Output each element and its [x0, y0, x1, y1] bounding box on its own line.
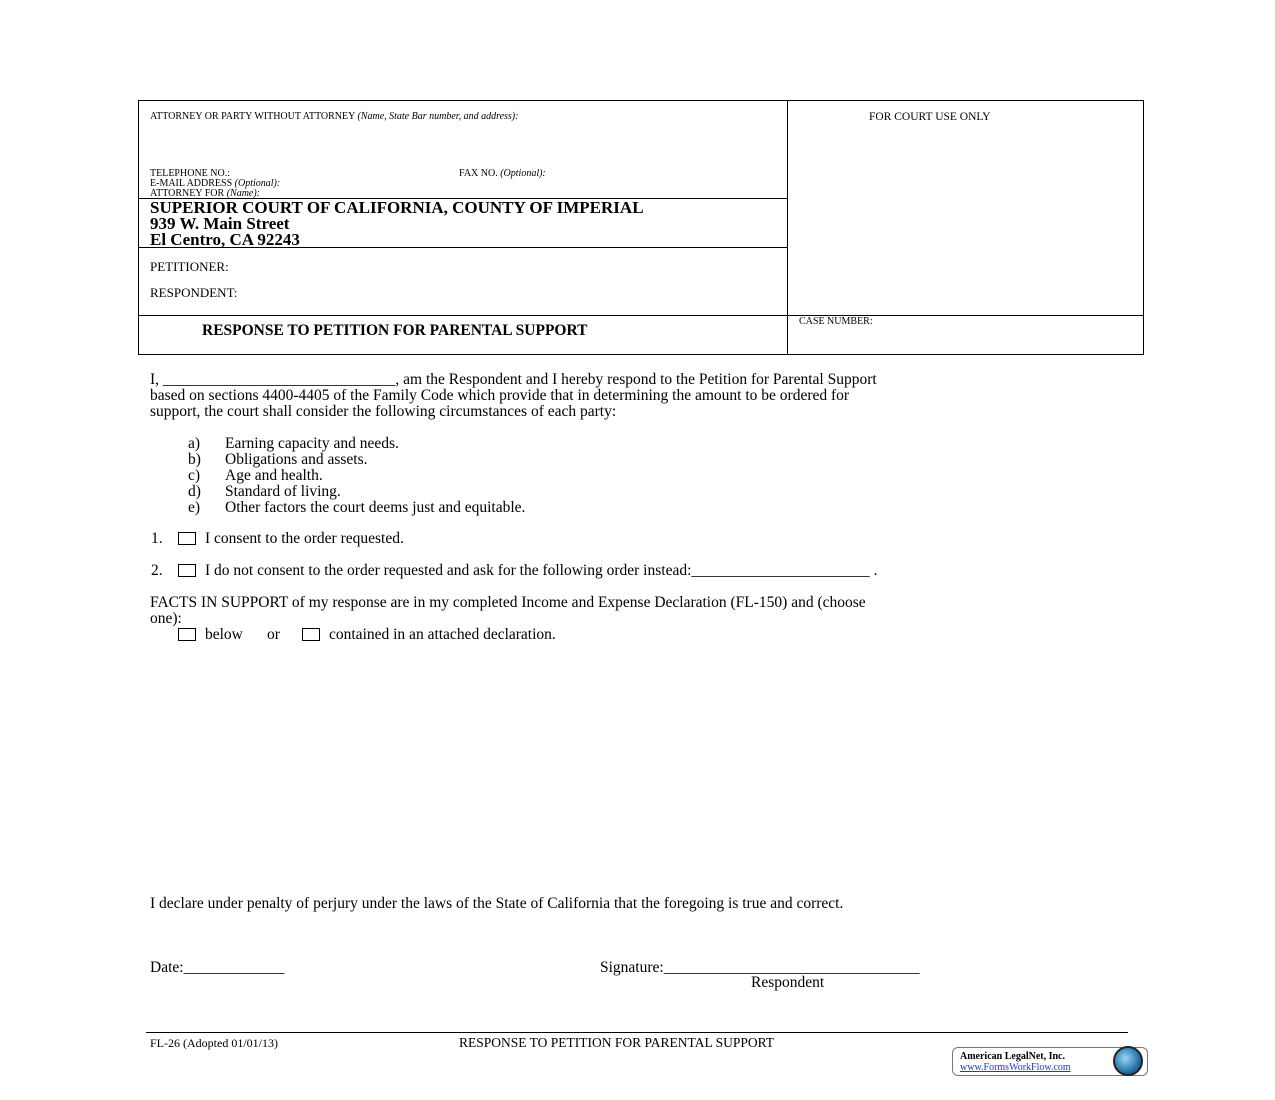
factor-text: Obligations and assets. — [225, 451, 368, 468]
logo-badge — [952, 1047, 1148, 1076]
item-2-number: 2. — [151, 562, 163, 579]
facts-below-checkbox[interactable] — [178, 628, 196, 641]
item-1-number: 1. — [151, 530, 163, 547]
form-id: FL-26 (Adopted 01/01/13) — [150, 1036, 278, 1050]
court-street: 939 W. Main Street — [150, 214, 290, 233]
intro-line-2: based on sections 4400-4405 of the Family Code which provide that in determining the amount to be ordered for — [150, 387, 850, 404]
item-1-text: I consent to the order requested. — [205, 530, 404, 547]
court-name: SUPERIOR COURT OF CALIFORNIA, COUNTY OF IMPERIAL — [150, 198, 644, 217]
declaration-text: I declare under penalty of perjury under the laws of the State of California that the foregoing is true and correct. — [150, 895, 844, 912]
globe-logo-icon — [1113, 1046, 1143, 1076]
factor-letter: c) — [188, 467, 201, 484]
respondent-caption: Respondent — [751, 974, 825, 991]
facts-below-label: below — [205, 626, 243, 643]
respondent-label: RESPONDENT: — [150, 285, 238, 300]
factor-letter: e) — [188, 499, 201, 516]
form-title: RESPONSE TO PETITION FOR PARENTAL SUPPORT — [202, 322, 588, 339]
consent-checkbox[interactable] — [178, 532, 196, 545]
footer-rule — [146, 1032, 1128, 1033]
footer-title: RESPONSE TO PETITION FOR PARENTAL SUPPORT — [459, 1035, 775, 1050]
case-number-label: CASE NUMBER: — [799, 316, 873, 327]
factor-text: Standard of living. — [225, 483, 341, 500]
court-city: El Centro, CA 92243 — [150, 230, 300, 249]
date-field[interactable]: Date:_____________ — [150, 959, 285, 976]
signature-field[interactable]: Signature:_________________________________ — [600, 959, 920, 976]
item-2-text: I do not consent to the order requested and ask for the following order instead:_______________________ . — [205, 562, 878, 579]
facts-attached-label: contained in an attached declaration. — [329, 626, 556, 643]
facts-line-2: one): — [150, 610, 182, 627]
caption-divider-vertical — [787, 100, 788, 355]
factor-letter: a) — [188, 435, 201, 452]
factor-letter: b) — [188, 451, 201, 468]
factor-text: Age and health. — [225, 467, 323, 484]
court-use-only-label: FOR COURT USE ONLY — [869, 111, 991, 123]
caption-divider-title — [138, 315, 1144, 316]
factor-letter: d) — [188, 483, 201, 500]
email-label: E-MAIL ADDRESS (Optional): — [150, 178, 281, 189]
facts-attached-checkbox[interactable] — [302, 628, 320, 641]
do-not-consent-checkbox[interactable] — [178, 564, 196, 577]
intro-line-1: I, ______________________________, am the Respondent and I hereby respond to the Petition for Parental Support — [150, 371, 877, 388]
attorney-for-label: ATTORNEY FOR (Name): — [150, 188, 261, 199]
factor-text: Other factors the court deems just and equitable. — [225, 499, 526, 516]
telephone-label: TELEPHONE NO.: — [150, 168, 230, 179]
facts-or-label: or — [267, 626, 280, 643]
factor-text: Earning capacity and needs. — [225, 435, 399, 452]
petitioner-label: PETITIONER: — [150, 259, 229, 274]
facts-line-1: FACTS IN SUPPORT of my response are in my completed Income and Expense Declaration (FL-150) and (choose — [150, 594, 866, 611]
logo-url[interactable]: www.FormsWorkFlow.com — [960, 1062, 1071, 1073]
logo-company: American LegalNet, Inc. — [960, 1051, 1065, 1062]
attorney-label: ATTORNEY OR PARTY WITHOUT ATTORNEY (Name, State Bar number, and address): — [150, 111, 519, 122]
fax-label: FAX NO. (Optional): — [459, 168, 546, 179]
intro-line-3: support, the court shall consider the following circumstances of each party: — [150, 403, 617, 420]
